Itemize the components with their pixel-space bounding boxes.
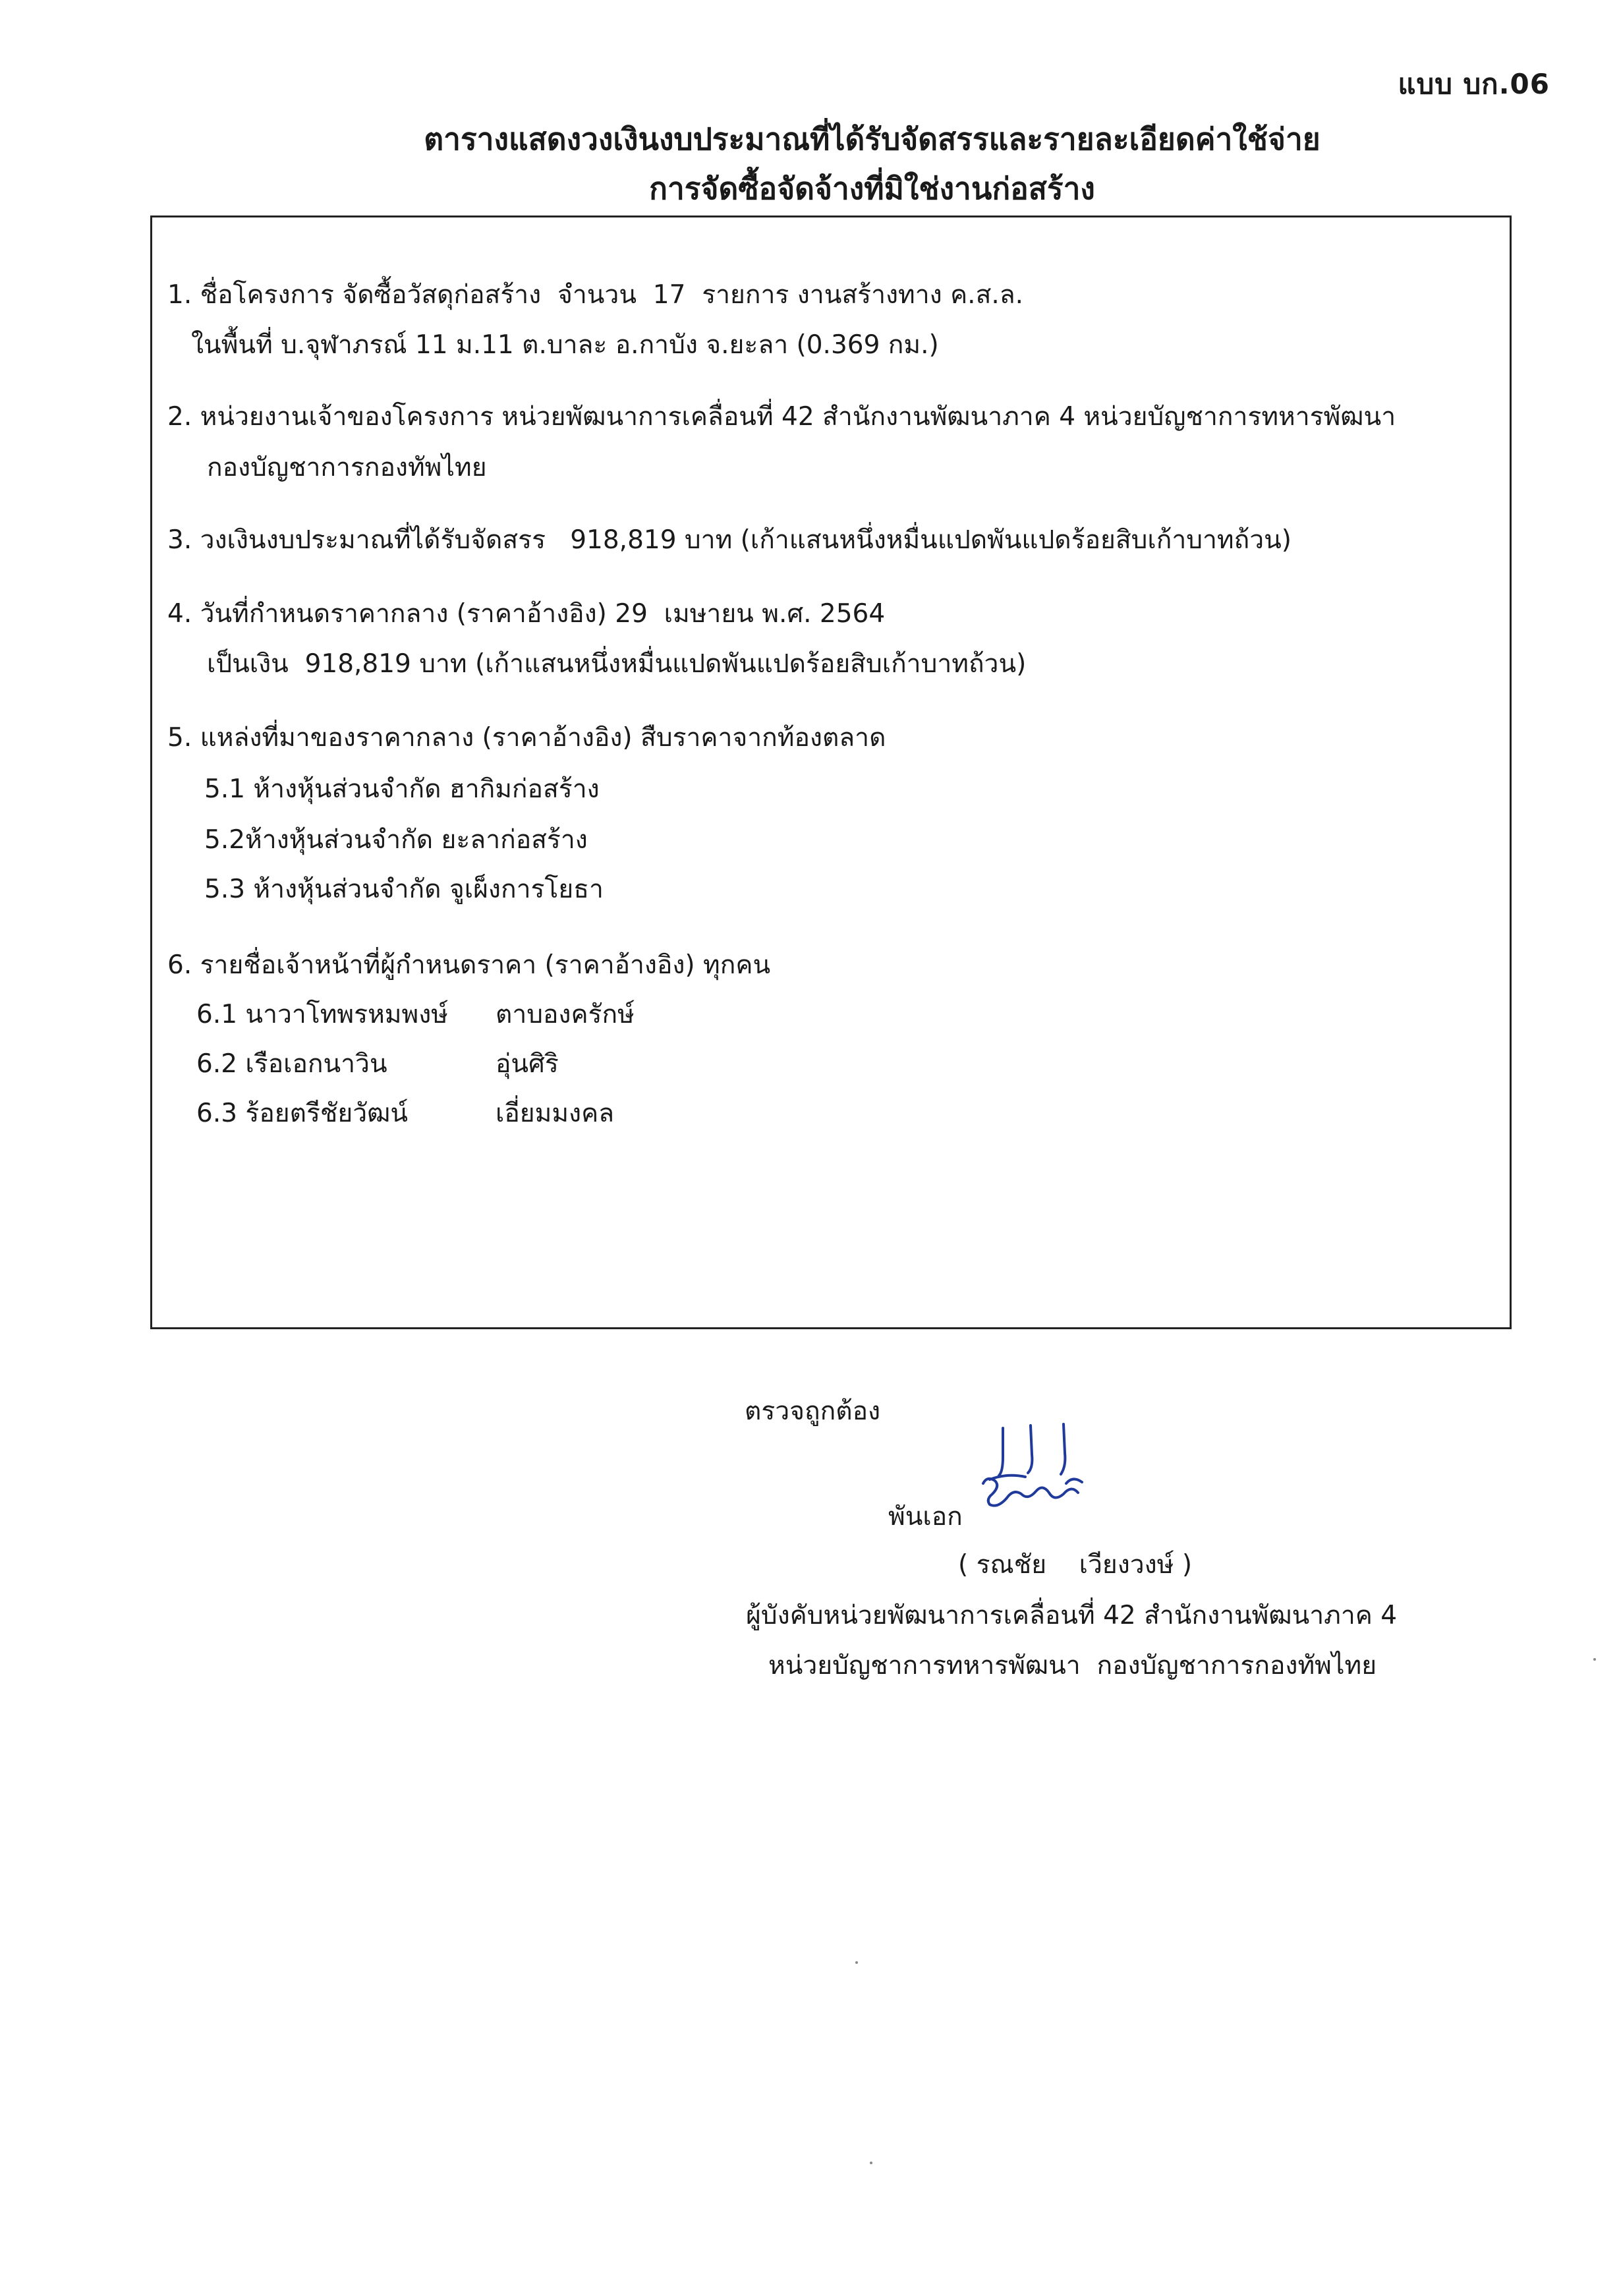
officer-1-last: ตาบองครักษ์	[496, 1000, 635, 1029]
item-5-price-source: 5. แหล่งที่มาของราคากลาง (ราคาอ้างอิง) สืบราคาจากท้องตลาด	[167, 723, 886, 753]
officer-3-last: เอี่ยมมงคล	[496, 1099, 615, 1128]
item-2-owner-agency: 2. หน่วยงานเจ้าของโครงการ หน่วยพัฒนาการเคลื่อนที่ 42 สำนักงานพัฒนาภาค 4 หน่วยบัญชาการทหารพัฒนา	[167, 402, 1396, 432]
document-subtitle: การจัดซื้อจัดจ้างที่มิใช่งานก่อสร้าง	[649, 171, 1095, 206]
officer-1-first: 6.1 นาวาโทพรหมพงษ์	[196, 1000, 448, 1029]
officer-2-first: 6.2 เรือเอกนาวิน	[196, 1049, 387, 1079]
item-3-budget: 3. วงเงินงบประมาณที่ได้รับจัดสรร 918,819 บาท (เก้าแสนหนึ่งหมื่นแปดพันแปดร้อยสิบเก้าบาทถ้วน)	[167, 525, 1292, 555]
officer-2-last: อุ่นศิริ	[496, 1049, 559, 1079]
item-4-reference-date: 4. วันที่กำหนดราคากลาง (ราคาอ้างอิง) 29 เมษายน พ.ศ. 2564	[167, 599, 886, 629]
item-1-project-name: 1. ชื่อโครงการ จัดซื้อวัสดุก่อสร้าง จำนวน 17 รายการ งานสร้างทาง ค.ส.ล.	[167, 280, 1024, 310]
item-6-officers-heading: 6. รายชื่อเจ้าหน้าที่ผู้กำหนดราคา (ราคาอ้างอิง) ทุกคน	[167, 950, 771, 980]
form-code: แบบ บก.06	[1398, 68, 1550, 100]
scan-speck	[1593, 1658, 1596, 1661]
item-5-source-1: 5.1 ห้างหุ้นส่วนจำกัด ฮากิมก่อสร้าง	[204, 774, 600, 804]
signatory-name: ( รณชัย เวียงวงษ์ )	[958, 1550, 1193, 1580]
item-5-source-3: 5.3 ห้างหุ้นส่วนจำกัด จูเผ็งการโยธา	[204, 875, 604, 904]
officer-3-first: 6.3 ร้อยตรีชัยวัฒน์	[196, 1099, 409, 1128]
rank-label: พันเอก	[888, 1502, 963, 1532]
scan-speck	[870, 2162, 872, 2164]
item-2-owner-agency-cont: กองบัญชาการกองทัพไทย	[207, 453, 487, 482]
signatory-position-2: หน่วยบัญชาการทหารพัฒนา กองบัญชาการกองทัพไทย	[768, 1651, 1377, 1680]
item-1-location: ในพื้นที่ บ.จุฬาภรณ์ 11 ม.11 ต.บาละ อ.กาบัง จ.ยะลา (0.369 กม.)	[191, 330, 939, 360]
handwritten-signature	[944, 1420, 1095, 1519]
item-4-amount: เป็นเงิน 918,819 บาท (เก้าแสนหนึ่งหมื่นแปดพันแปดร้อยสิบเก้าบาทถ้วน)	[207, 649, 1027, 679]
signatory-position-1: ผู้บังคับหน่วยพัฒนาการเคลื่อนที่ 42 สำนักงานพัฒนาภาค 4	[746, 1601, 1398, 1630]
verified-label: ตรวจถูกต้อง	[745, 1396, 881, 1426]
item-5-source-2: 5.2ห้างหุ้นส่วนจำกัด ยะลาก่อสร้าง	[204, 825, 588, 855]
document-title: ตารางแสดงวงเงินงบประมาณที่ได้รับจัดสรรและรายละเอียดค่าใช้จ่าย	[424, 121, 1321, 157]
content-frame	[150, 215, 1512, 1329]
scan-speck	[855, 1961, 858, 1964]
